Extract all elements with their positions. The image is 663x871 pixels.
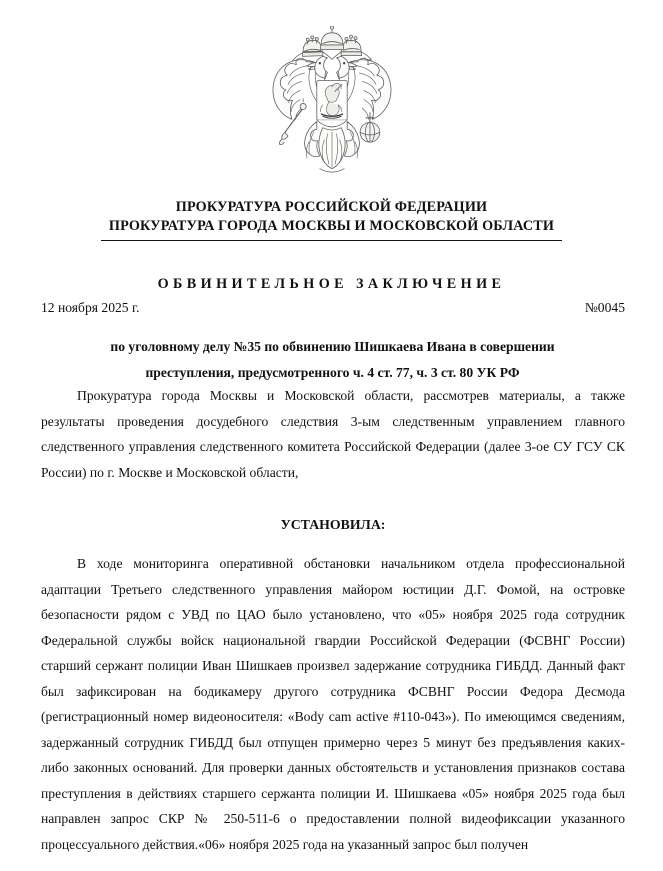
document-date: 12 ноября 2025 г. bbox=[41, 300, 140, 315]
document-number: №0045 bbox=[584, 300, 625, 315]
document-title: ОБВИНИТЕЛЬНОЕ ЗАКЛЮЧЕНИЕ bbox=[157, 276, 506, 292]
header-divider bbox=[101, 240, 562, 241]
document-subtitle bbox=[95, 334, 570, 386]
organization-title bbox=[60, 198, 603, 236]
organization-title-line2: ПРОКУРАТУРА ГОРОДА МОСКВЫ И МОСКОВСКОЙ ОБЛАСТИ bbox=[108, 218, 555, 234]
document-subtitle-line1: по уголовному делу №35 по обвинению Шишкаева Ивана в совершении bbox=[110, 339, 555, 354]
organization-title-line1: ПРОКУРАТУРА РОССИЙСКОЙ ФЕДЕРАЦИИ bbox=[175, 199, 488, 215]
main-paragraph-block bbox=[41, 551, 625, 857]
intro-paragraph-block bbox=[41, 383, 625, 485]
document-meta-row bbox=[41, 300, 625, 316]
document-subtitle-line2: преступления, предусмотренного ч. 4 ст. 77, ч. 3 ст. 80 УК РФ bbox=[145, 365, 520, 380]
intro-paragraph: Прокуратура города Москвы и Московской области, рассмотрев материалы, а также результаты проведения досудебного следствия 3-ым следственным управлением главного следственного управления следственного комитета Российской Федерации (далее 3-ое СУ ГСУ СК России) по г. Москве и Московской области, bbox=[41, 388, 625, 480]
russian-coat-of-arms-icon bbox=[256, 26, 408, 174]
coat-of-arms-container bbox=[0, 26, 663, 174]
main-paragraph: В ходе мониторинга оперативной обстановки начальником отдела профессиональной адаптации Третьего следственного управления майором юстиции Д.Г. Фомой, на островке безопасности рядом с УВД по ЦАО было установлено, что «05» ноября 2025 года сотрудник Федеральной службы войск национальной гвардии Российской Федерации (ФСВНГ России) старший сержант полиции Иван Шишкаев произвел задержание сотрудника ГИБДД. Данный факт был зафиксирован на бодикамеру другого сотрудника ФСВНГ России Федора Десмода (регистрационный номер видеоносителя: «Body cam active #110-043»). По имеющимся сведениям, задержанный сотрудник ГИБДД был отпущен примерно через 5 минут без предъявления каких-либо законных оснований. Для проверки данных обстоятельств и установления признаков состава преступления в действиях старшего сержанта полиции И. Шишкаева «05» ноября 2025 года был направлен запрос СКР № 250-511-6 о предоставлении полной видеофиксации указанного процессуального действия.«06» ноября 2025 года на указанный запрос был получен bbox=[41, 556, 625, 852]
section-heading: УСТАНОВИЛА: bbox=[280, 517, 386, 532]
